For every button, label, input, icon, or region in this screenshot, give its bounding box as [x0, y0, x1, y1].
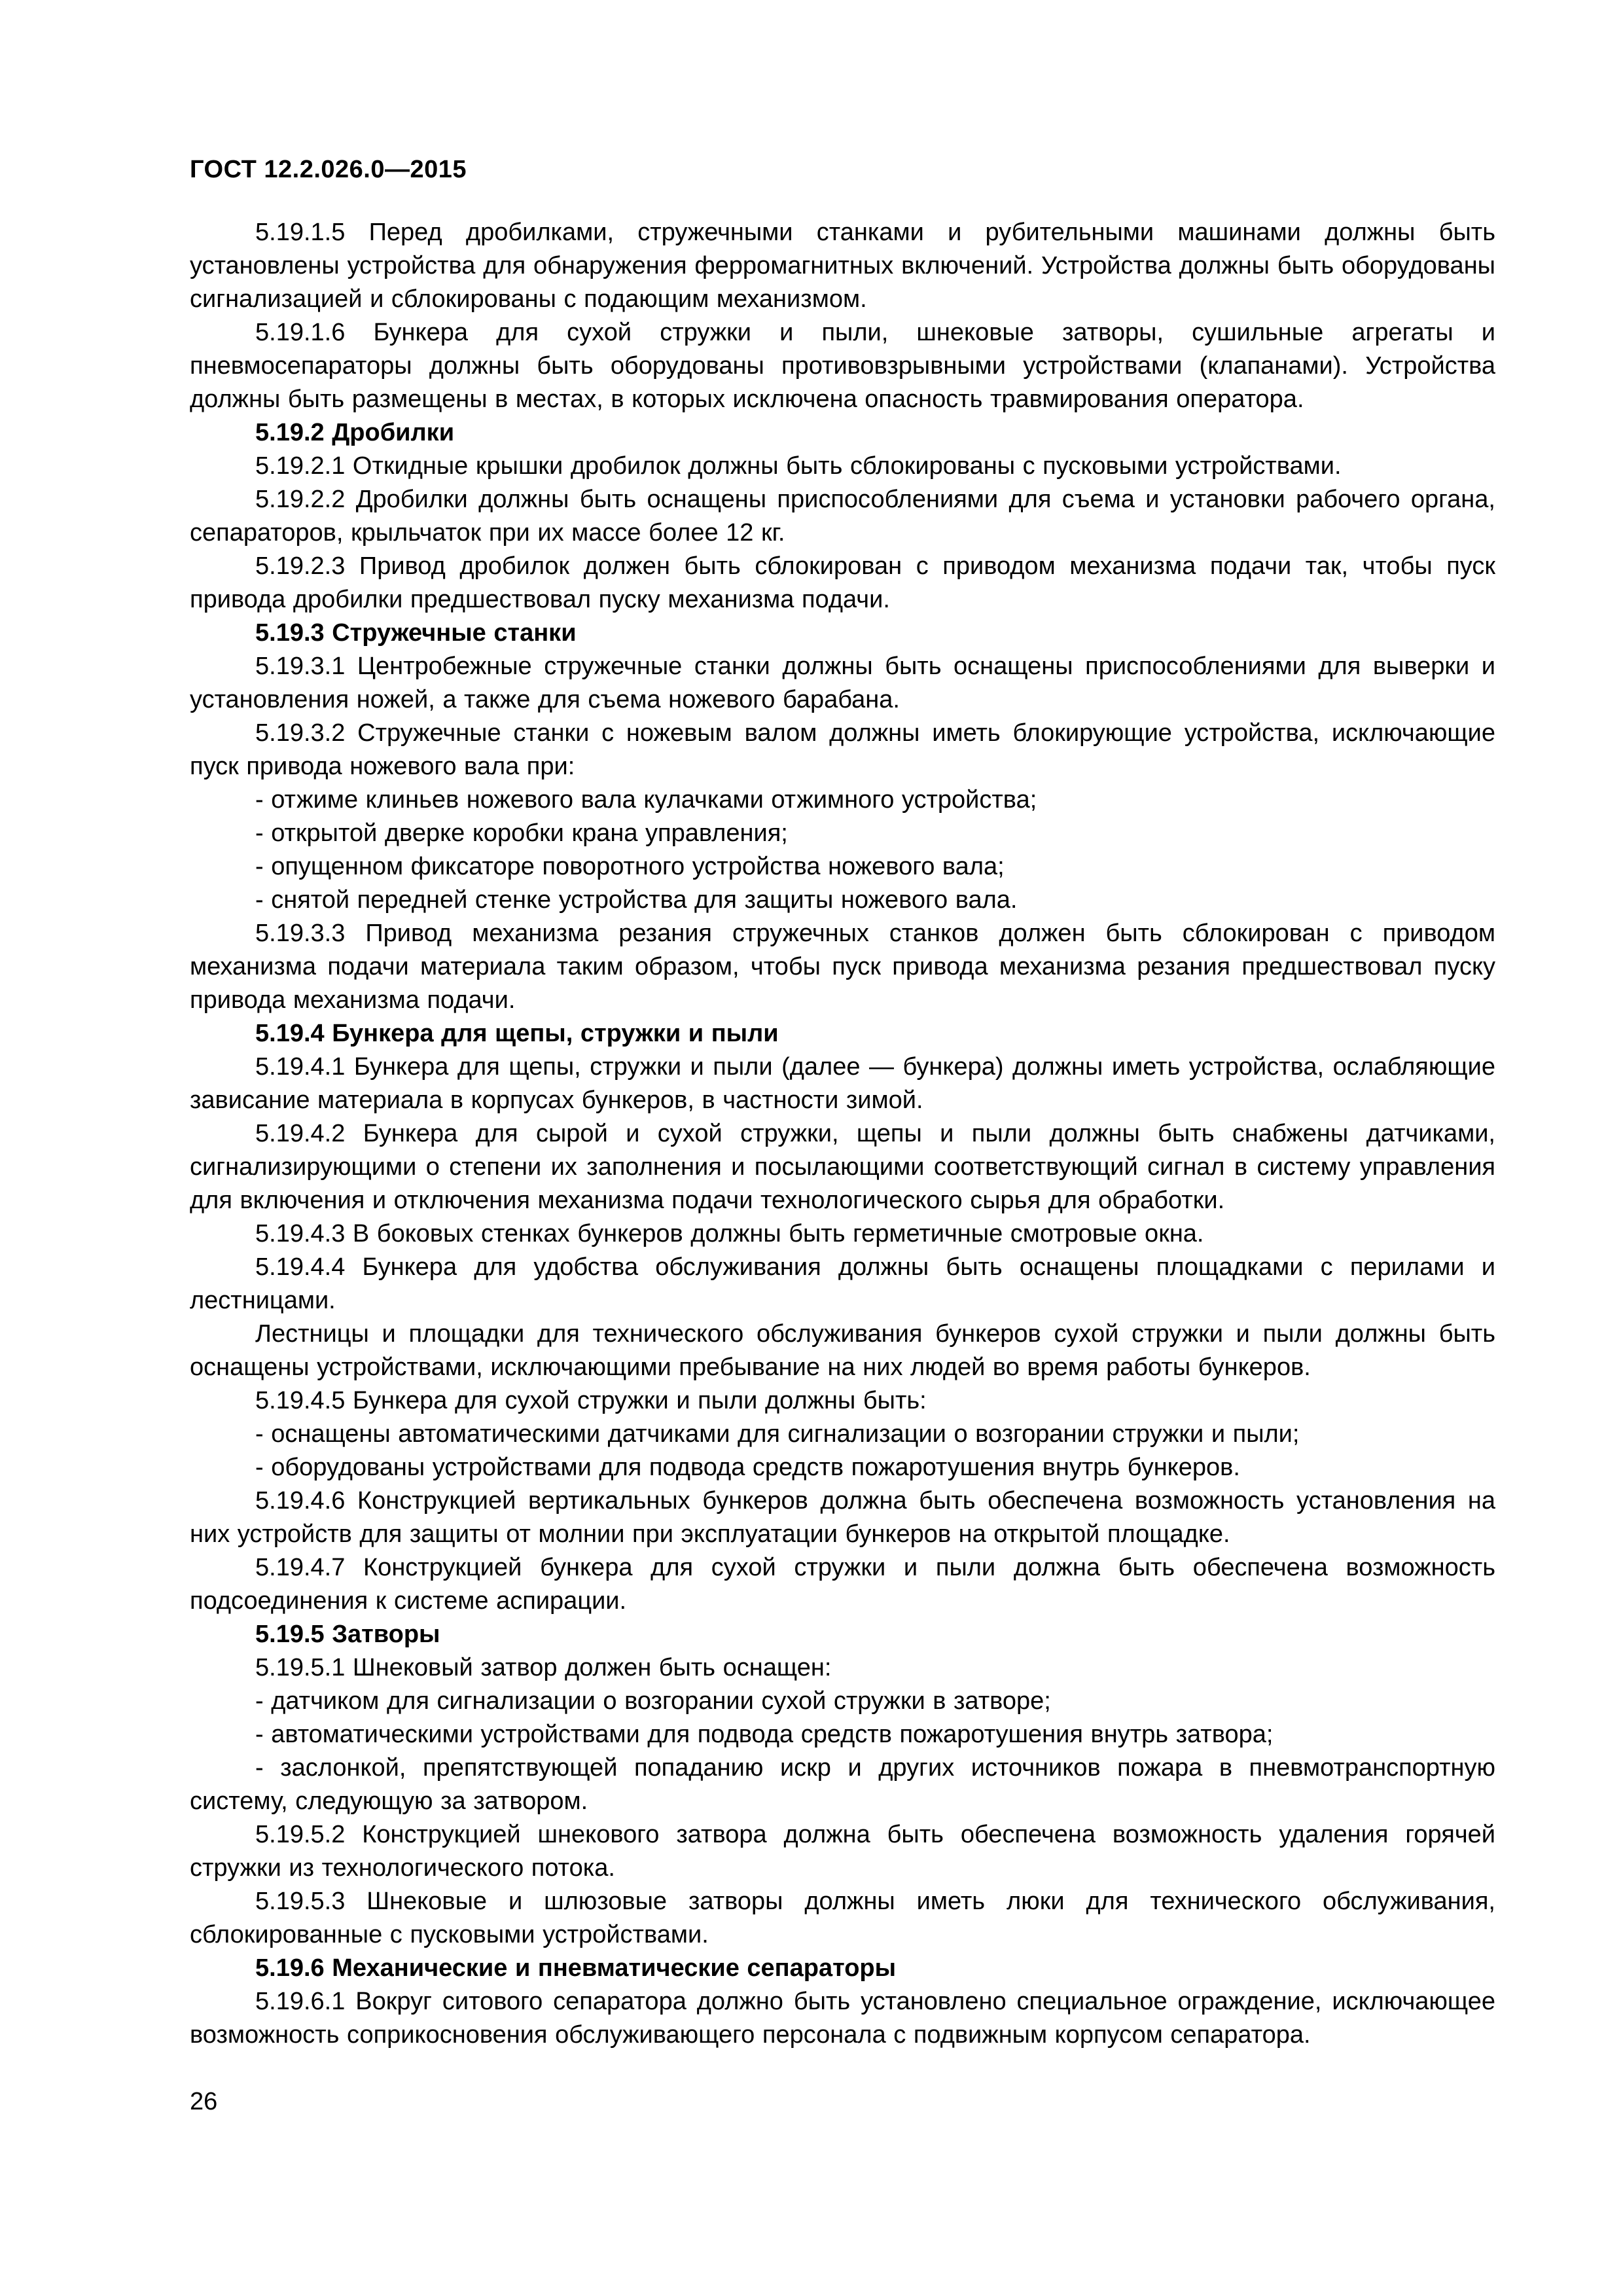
paragraph: 5.19.4.5 Бункера для сухой стружки и пыли должны быть: — [255, 1387, 927, 1414]
paragraph: 5.19.4.3 В боковых стенках бункеров должны быть герметичные смотровые окна. — [255, 1220, 1204, 1247]
section-heading: 5.19.6 Механические и пневматические сепараторы — [255, 1954, 897, 1982]
section-heading: 5.19.3 Стружечные станки — [255, 619, 577, 647]
paragraph: 5.19.4.2 Бункера для сырой и сухой стружки, щепы и пыли должны быть снабжены датчиками, сигнализирующими о степени их заполнения и посылающими соответствующий сигнал в систему управления для включения и отключения механизма подачи технологического сырья для обработки. — [190, 1120, 1495, 1214]
paragraph: 5.19.4.7 Конструкцией бункера для сухой стружки и пыли должна быть обеспечена возможность подсоединения к системе аспирации. — [190, 1554, 1495, 1615]
paragraph: 5.19.2.1 Откидные крышки дробилок должны быть сблокированы с пусковыми устройствами. — [255, 452, 1342, 480]
list-item: - отжиме клиньев ножевого вала кулачками отжимного устройства; — [255, 786, 1037, 814]
list-item: - оснащены автоматическими датчиками для сигнализации о возгорании стружки и пыли; — [255, 1420, 1300, 1448]
list-item: - снятой передней стенке устройства для защиты ножевого вала. — [255, 886, 1018, 914]
list-item: - автоматическими устройствами для подвода средств пожаротушения внутрь затвора; — [255, 1721, 1274, 1748]
paragraph: 5.19.6.1 Вокруг ситового сепаратора должно быть установлено специальное ограждение, исключающее возможность соприкосновения обслуживающего персонала с подвижным корпусом сепаратора. — [190, 1988, 1495, 2049]
paragraph: 5.19.4.1 Бункера для щепы, стружки и пыли (далее — бункера) должны иметь устройства, ослабляющие зависание материала в корпусах бункеров, в частности зимой. — [190, 1053, 1495, 1114]
paragraph: 5.19.5.3 Шнековые и шлюзовые затворы должны иметь люки для технического обслуживания, сблокированные с пусковыми устройствами. — [190, 1888, 1495, 1948]
paragraph: 5.19.3.2 Стружечные станки с ножевым валом должны иметь блокирующие устройства, исключающие пуск привода ножевого вала при: — [190, 719, 1495, 780]
paragraph: Лестницы и площадки для технического обслуживания бункеров сухой стружки и пыли должны быть оснащены устройствами, исключающими пребывание на них людей во время работы бункеров. — [190, 1320, 1495, 1381]
list-item: - датчиком для сигнализации о возгорании сухой стружки в затворе; — [255, 1687, 1051, 1715]
list-item: - заслонкой, препятствующей попаданию искр и других источников пожара в пневмотранспортную систему, следующую за затвором. — [190, 1754, 1495, 1815]
paragraph: 5.19.5.1 Шнековый затвор должен быть оснащен: — [255, 1654, 832, 1681]
document-header: ГОСТ 12.2.026.0—2015 — [190, 156, 467, 183]
paragraph: 5.19.4.6 Конструкцией вертикальных бункеров должна быть обеспечена возможность установления на них устройств для защиты от молнии при эксплуатации бункеров на открытой площадке. — [190, 1487, 1495, 1548]
section-heading: 5.19.5 Затворы — [255, 1621, 440, 1648]
page-number: 26 — [190, 2088, 218, 2115]
paragraph: 5.19.2.2 Дробилки должны быть оснащены приспособлениями для съема и установки рабочего органа, сепараторов, крыльчаток при их массе более 12 кг. — [190, 486, 1495, 547]
list-item: - открытой дверке коробки крана управления; — [255, 819, 788, 847]
document-body — [190, 216, 1495, 2052]
paragraph: 5.19.4.4 Бункера для удобства обслуживания должны быть оснащены площадками с перилами и лестницами. — [190, 1253, 1495, 1314]
section-heading: 5.19.2 Дробилки — [255, 419, 455, 446]
list-item: - опущенном фиксаторе поворотного устройства ножевого вала; — [255, 853, 1005, 880]
paragraph: 5.19.5.2 Конструкцией шнекового затвора должна быть обеспечена возможность удаления горячей стружки из технологического потока. — [190, 1821, 1495, 1882]
paragraph: 5.19.3.3 Привод механизма резания стружечных станков должен быть сблокирован с приводом механизма подачи материала таким образом, чтобы пуск привода механизма резания предшествовал пуску привода механизма подачи. — [190, 920, 1495, 1014]
paragraph: 5.19.1.5 Перед дробилками, стружечными станками и рубительными машинами должны быть установлены устройства для обнаружения ферромагнитных включений. Устройства должны быть оборудованы сигнализацией и сблокированы с подающим механизмом. — [190, 219, 1495, 313]
paragraph: 5.19.1.6 Бункера для сухой стружки и пыли, шнековые затворы, сушильные агрегаты и пневмосепараторы должны быть оборудованы противовзрывными устройствами (клапанами). Устройства должны быть размещены в местах, в которых исключена опасность травмирования оператора. — [190, 319, 1495, 413]
list-item: - оборудованы устройствами для подвода средств пожаротушения внутрь бункеров. — [255, 1454, 1240, 1481]
section-heading: 5.19.4 Бункера для щепы, стружки и пыли — [255, 1020, 779, 1047]
paragraph: 5.19.3.1 Центробежные стружечные станки должны быть оснащены приспособлениями для выверки и установления ножей, а также для съема ножевого барабана. — [190, 653, 1495, 713]
paragraph: 5.19.2.3 Привод дробилок должен быть сблокирован с приводом механизма подачи так, чтобы пуск привода дробилки предшествовал пуску механизма подачи. — [190, 552, 1495, 613]
